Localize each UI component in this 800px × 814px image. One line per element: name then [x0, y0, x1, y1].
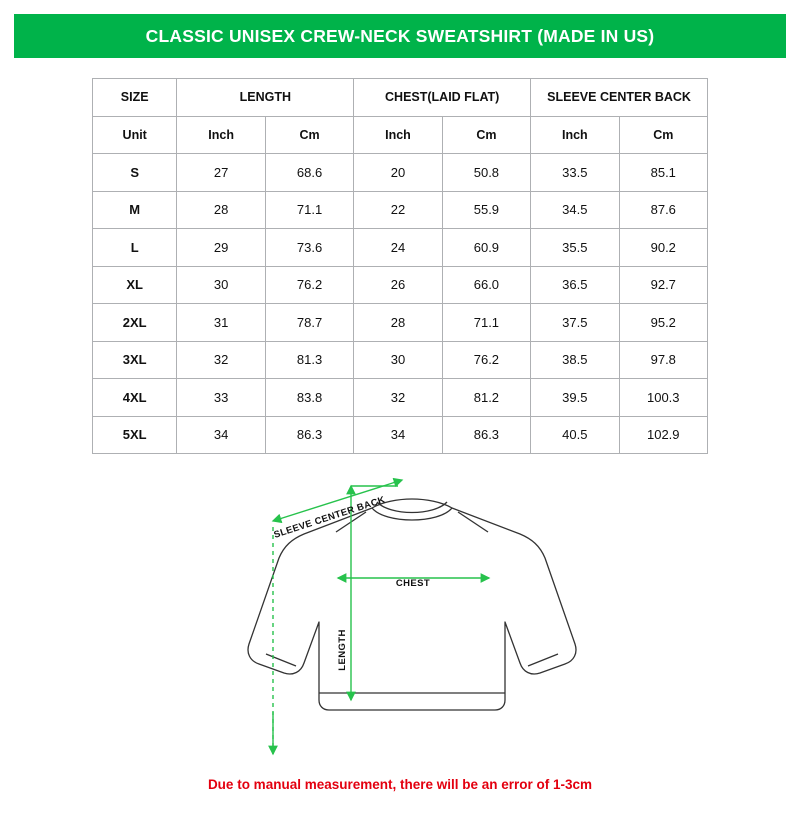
- length-label: LENGTH: [337, 629, 348, 671]
- cell-chest-cm: 81.2: [442, 379, 530, 417]
- unit-header-unit: Unit: [93, 116, 177, 154]
- row-size-label: 3XL: [93, 341, 177, 379]
- cell-length-inch: 28: [177, 191, 265, 229]
- cell-sleeve-cm: 87.6: [619, 191, 707, 229]
- table-row: [93, 229, 708, 267]
- group-header-chest: CHEST(LAID FLAT): [354, 79, 531, 117]
- cell-length-inch: 32: [177, 341, 265, 379]
- unit-header-chest-cm: Cm: [442, 116, 530, 154]
- cell-length-cm: 68.6: [265, 154, 353, 192]
- cell-sleeve-inch: 35.5: [531, 229, 619, 267]
- cell-length-cm: 78.7: [265, 304, 353, 342]
- row-size-label: M: [93, 191, 177, 229]
- cell-chest-cm: 60.9: [442, 229, 530, 267]
- cell-length-cm: 76.2: [265, 266, 353, 304]
- cell-sleeve-cm: 100.3: [619, 379, 707, 417]
- cell-sleeve-inch: 39.5: [531, 379, 619, 417]
- cell-length-inch: 30: [177, 266, 265, 304]
- cell-sleeve-inch: 34.5: [531, 191, 619, 229]
- table-row: [93, 379, 708, 417]
- cell-sleeve-inch: 36.5: [531, 266, 619, 304]
- row-size-label: S: [93, 154, 177, 192]
- table-group-header-row: [93, 79, 708, 117]
- measurement-diagram: [0, 472, 800, 772]
- cell-chest-cm: 66.0: [442, 266, 530, 304]
- cell-length-cm: 71.1: [265, 191, 353, 229]
- row-size-label: 5XL: [93, 416, 177, 454]
- cell-length-cm: 83.8: [265, 379, 353, 417]
- row-size-label: L: [93, 229, 177, 267]
- cell-sleeve-inch: 38.5: [531, 341, 619, 379]
- table-row: [93, 416, 708, 454]
- cell-length-cm: 81.3: [265, 341, 353, 379]
- cell-length-inch: 34: [177, 416, 265, 454]
- cell-length-inch: 31: [177, 304, 265, 342]
- row-size-label: 4XL: [93, 379, 177, 417]
- cell-sleeve-cm: 85.1: [619, 154, 707, 192]
- cell-sleeve-cm: 92.7: [619, 266, 707, 304]
- cell-chest-inch: 24: [354, 229, 442, 267]
- cell-chest-inch: 30: [354, 341, 442, 379]
- header-banner: [14, 14, 786, 58]
- table-unit-header-row: [93, 116, 708, 154]
- row-size-label: 2XL: [93, 304, 177, 342]
- group-header-size: SIZE: [93, 79, 177, 117]
- cell-length-inch: 29: [177, 229, 265, 267]
- table-row: [93, 266, 708, 304]
- cell-chest-cm: 71.1: [442, 304, 530, 342]
- table-row: [93, 341, 708, 379]
- cell-sleeve-inch: 33.5: [531, 154, 619, 192]
- chest-label: CHEST: [395, 578, 431, 589]
- cell-sleeve-inch: 40.5: [531, 416, 619, 454]
- cell-chest-inch: 32: [354, 379, 442, 417]
- size-chart-page: [0, 14, 800, 814]
- table-row: [93, 154, 708, 192]
- measurement-disclaimer: Due to manual measurement, there will be an error of 1-3cm: [207, 777, 593, 792]
- cell-chest-cm: 50.8: [442, 154, 530, 192]
- cell-sleeve-cm: 95.2: [619, 304, 707, 342]
- size-table: [92, 78, 708, 454]
- unit-header-sleeve-inch: Inch: [531, 116, 619, 154]
- table-row: [93, 304, 708, 342]
- cell-length-cm: 86.3: [265, 416, 353, 454]
- cell-chest-cm: 55.9: [442, 191, 530, 229]
- size-table-wrapper: [92, 78, 708, 454]
- group-header-sleeve: SLEEVE CENTER BACK: [531, 79, 708, 117]
- cell-chest-inch: 22: [354, 191, 442, 229]
- group-header-length: LENGTH: [177, 79, 354, 117]
- unit-header-length-cm: Cm: [265, 116, 353, 154]
- cell-sleeve-inch: 37.5: [531, 304, 619, 342]
- cell-length-inch: 33: [177, 379, 265, 417]
- unit-header-chest-inch: Inch: [354, 116, 442, 154]
- cell-chest-cm: 76.2: [442, 341, 530, 379]
- cell-sleeve-cm: 97.8: [619, 341, 707, 379]
- cell-chest-inch: 26: [354, 266, 442, 304]
- cell-chest-cm: 86.3: [442, 416, 530, 454]
- cell-sleeve-cm: 102.9: [619, 416, 707, 454]
- sleeve-label: SLEEVE CENTER BACK: [272, 494, 387, 541]
- unit-header-length-inch: Inch: [177, 116, 265, 154]
- table-row: [93, 191, 708, 229]
- cell-length-inch: 27: [177, 154, 265, 192]
- page-title: CLASSIC UNISEX CREW-NECK SWEATSHIRT (MADE IN US): [145, 25, 655, 46]
- unit-header-sleeve-cm: Cm: [619, 116, 707, 154]
- cell-length-cm: 73.6: [265, 229, 353, 267]
- row-size-label: XL: [93, 266, 177, 304]
- cell-sleeve-cm: 90.2: [619, 229, 707, 267]
- cell-chest-inch: 28: [354, 304, 442, 342]
- cell-chest-inch: 20: [354, 154, 442, 192]
- cell-chest-inch: 34: [354, 416, 442, 454]
